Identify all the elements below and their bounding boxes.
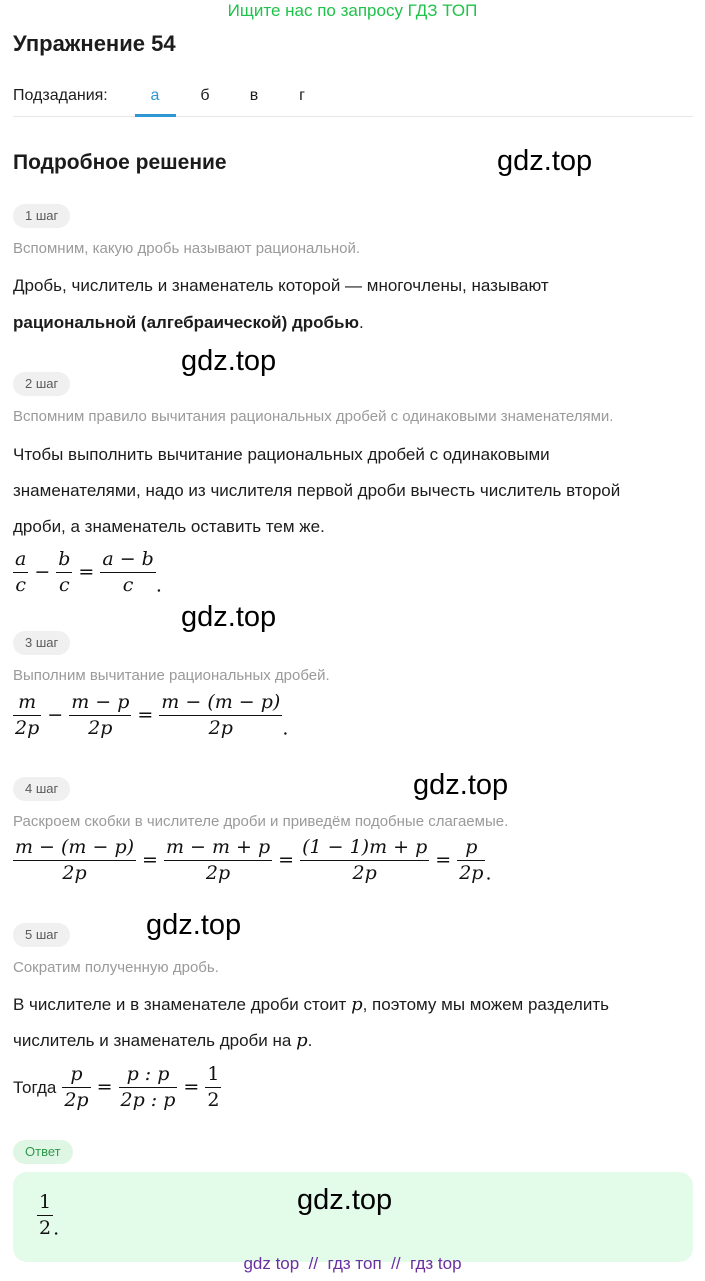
step-4-hint: Раскроем скобки в числителе дроби и приведём подобные слагаемые. bbox=[13, 813, 509, 830]
watermark: gdz.top bbox=[297, 1184, 393, 1216]
fraction: $\frac{(1 - 1)m + p}{2p}$ bbox=[302, 836, 428, 884]
step-2-badge: 2 шаг bbox=[13, 372, 70, 396]
step-2-line-3: дроби, а знаменатель оставить тем же. bbox=[13, 517, 325, 536]
fraction: $\frac{a}{c}$ bbox=[15, 548, 27, 596]
fraction: $\frac{p : p}{2p : p}$ bbox=[120, 1063, 176, 1111]
exercise-title: Упражнение 54 bbox=[13, 31, 176, 56]
subtasks-label: Подзадания: bbox=[13, 87, 108, 104]
answer-formula: $\frac{1}{2}$ . bbox=[39, 1191, 60, 1240]
fraction: $\frac{a - b}{c}$ bbox=[102, 548, 154, 596]
step-1-line-1: Дробь, числитель и знаменатель которой — многочлены, называют bbox=[13, 276, 549, 295]
step-2-hint: Вспомним правило вычитания рациональных дробей с одинаковыми знаменателями. bbox=[13, 408, 614, 425]
step-2-formula: $\frac{a}{c}$ − $\frac{b}{c}$ = $\frac{a - b}{c}$ . bbox=[15, 548, 162, 597]
tab-v[interactable]: в bbox=[249, 87, 259, 104]
step-2-line-2: знаменателями, надо из числителя первой дроби вычесть числитель второй bbox=[13, 481, 621, 500]
fraction: $\frac{p}{2p}$ bbox=[459, 836, 484, 884]
fraction: $\frac{1}{2}$ bbox=[39, 1191, 52, 1239]
step-1-line-2 bbox=[13, 313, 364, 333]
tab-a[interactable]: а bbox=[150, 87, 160, 104]
step-2-line-1: Чтобы выполнить вычитание рациональных дробей с одинаковыми bbox=[13, 445, 550, 464]
step-1-badge: 1 шаг bbox=[13, 204, 70, 228]
step-1-period: . bbox=[359, 313, 364, 332]
tab-b[interactable]: б bbox=[200, 87, 210, 104]
step-1-hint: Вспомним, какую дробь называют рациональной. bbox=[13, 240, 361, 257]
watermark: gdz.top bbox=[497, 145, 593, 177]
watermark: gdz.top bbox=[146, 909, 242, 941]
step-4-badge: 4 шаг bbox=[13, 777, 70, 801]
step-3-badge: 3 шаг bbox=[13, 631, 70, 655]
fraction: $\frac{m - m + p}{2p}$ bbox=[165, 836, 271, 884]
step-5-hint: Сократим полученную дробь. bbox=[13, 959, 219, 976]
fraction: $\frac{b}{c}$ bbox=[58, 548, 71, 596]
step-1-term: рациональной (алгебраической) дробью bbox=[13, 313, 360, 332]
fraction: $\frac{m}{2p}$ bbox=[15, 691, 40, 739]
step-3-hint: Выполним вычитание рациональных дробей. bbox=[13, 667, 330, 684]
tabs-divider bbox=[13, 116, 693, 117]
step-4-formula: $\frac{m - (m - p)}{2p}$ = $\frac{m - m + p}{2p}$ = $\frac{(1 - 1)m + p}{2p}$ = $\frac{p}{2p}$ . bbox=[15, 836, 492, 885]
step-3-formula: $\frac{m}{2p}$ − $\frac{m - p}{2p}$ = $\frac{m - (m - p)}{2p}$ . bbox=[15, 691, 289, 740]
fraction: $\frac{m - (m - p)}{2p}$ bbox=[161, 691, 281, 739]
step-5-line-2: числитель и знаменатель дроби на p. bbox=[13, 1030, 313, 1051]
step-5-line-1: В числителе и в знаменателе дроби стоит p, поэтому мы можем разделить bbox=[13, 994, 609, 1015]
watermark: gdz.top bbox=[181, 345, 277, 377]
section-title: Подробное решение bbox=[13, 151, 227, 174]
top-banner[interactable]: Ищите нас по запросу ГДЗ ТОП bbox=[227, 1, 478, 20]
fraction: $\frac{m - (m - p)}{2p}$ bbox=[15, 836, 135, 884]
footer-links[interactable]: gdz top // гдз топ // гдз top bbox=[243, 1254, 462, 1273]
step-5-formula: Тогда $\frac{p}{2p}$ = $\frac{p : p}{2p : p}$ = $\frac{1}{2}$ bbox=[13, 1063, 220, 1111]
answer-badge: Ответ bbox=[13, 1140, 73, 1164]
active-tab-indicator bbox=[135, 114, 176, 117]
fraction: $\frac{1}{2}$ bbox=[207, 1063, 220, 1111]
watermark: gdz.top bbox=[181, 601, 277, 633]
fraction: $\frac{m - p}{2p}$ bbox=[71, 691, 130, 739]
step-5-badge: 5 шаг bbox=[13, 923, 70, 947]
tab-g[interactable]: г bbox=[299, 87, 305, 104]
fraction: $\frac{p}{2p}$ bbox=[64, 1063, 89, 1111]
then-label: Тогда bbox=[13, 1078, 57, 1098]
watermark: gdz.top bbox=[413, 769, 509, 801]
